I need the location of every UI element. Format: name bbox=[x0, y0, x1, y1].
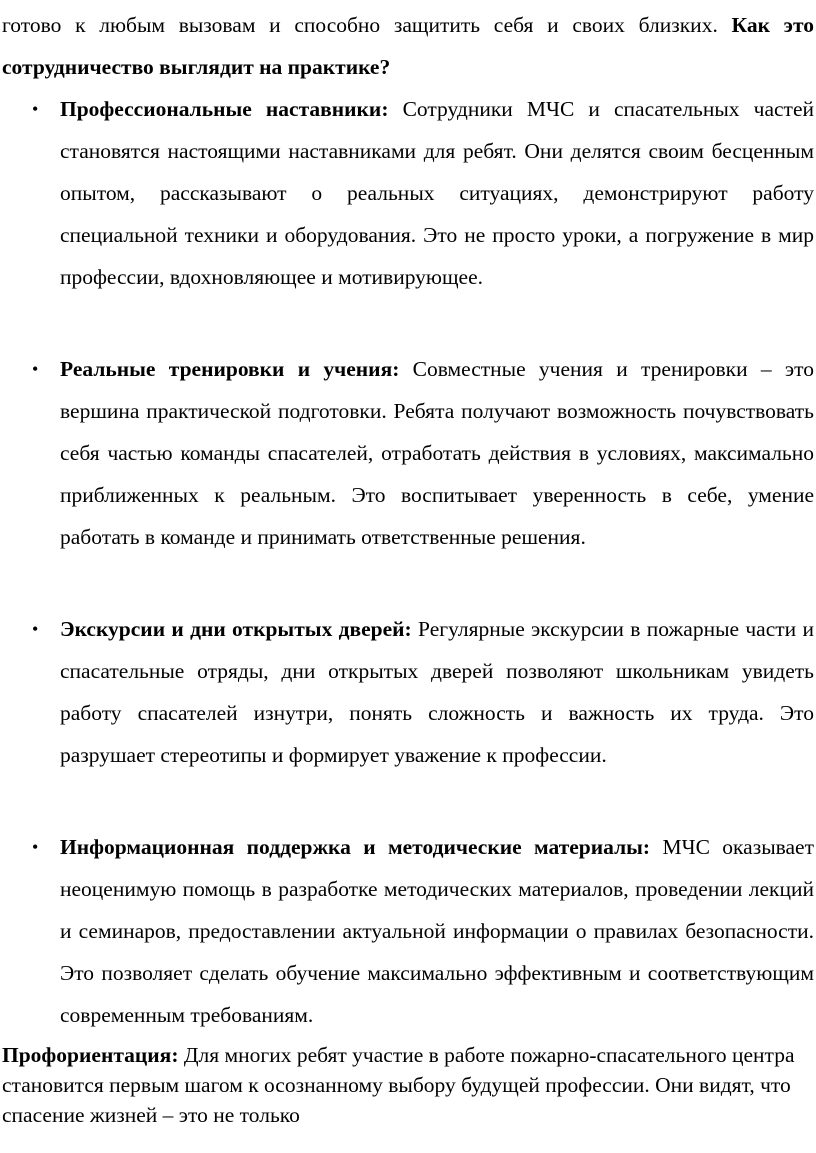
bullet-dot-icon: • bbox=[32, 619, 39, 639]
intro-text: готово к любым вызовам и способно защитить себя и своих близких. bbox=[2, 13, 732, 37]
bullet-title: Реальные тренировки и учения: bbox=[60, 357, 400, 381]
outro-bold-label: Профориентация: bbox=[2, 1043, 179, 1067]
bullet-item-excursions bbox=[32, 608, 814, 776]
bullet-dot-icon: • bbox=[32, 837, 39, 857]
intro-paragraph bbox=[2, 4, 814, 88]
bullet-dot-icon: • bbox=[32, 359, 39, 379]
bullet-item-mentors bbox=[32, 88, 814, 298]
bullet-text: МЧС оказывает неоценимую помощь в разработке методических материалов, проведении лекций и семинаров, предоставлении актуальной информации о правилах безопасности. Это позволяет сделать обучение максимально эффективным и соответствующим современным требованиям. bbox=[60, 835, 814, 1027]
bullet-item-trainings bbox=[32, 348, 814, 558]
outro-text: Для многих ребят участие в работе пожарно-спасательного центра становится первым шагом к осознанному выбору будущей профессии. Они видят, что спасение жизней – это не только bbox=[2, 1043, 795, 1127]
bullet-text: Регулярные экскурсии в пожарные части и спасательные отряды, дни открытых дверей позволяют школьникам увидеть работу спасателей изнутри, понять сложность и важность их труда. Это разрушает стереотипы и формирует уважение к профессии. bbox=[60, 617, 814, 767]
bullet-dot-icon: • bbox=[32, 99, 39, 119]
bullet-title: Профессиональные наставники: bbox=[60, 97, 389, 121]
bullet-text: Совместные учения и тренировки – это вершина практической подготовки. Ребята получают возможность почувствовать себя частью команды спасателей, отработать действия в условиях, максимально приближенных к реальным. Это воспитывает уверенность в себе, умение работать в команде и принимать ответственные решения. bbox=[60, 357, 814, 549]
bullet-text: Сотрудники МЧС и спасательных частей становятся настоящими наставниками для ребят. Они делятся своим бесценным опытом, рассказывают о реальных ситуациях, демонстрируют работу специальной техники и оборудования. Это не просто уроки, а погружение в мир профессии, вдохновляющее и мотивирующее. bbox=[60, 97, 814, 289]
bullet-item-info-support bbox=[32, 826, 814, 1036]
bullet-title: Экскурсии и дни открытых дверей: bbox=[60, 617, 412, 641]
bullet-title: Информационная поддержка и методические материалы: bbox=[60, 835, 651, 859]
intro-bold-question: Как это сотрудничество выглядит на практике? bbox=[2, 13, 814, 79]
outro-paragraph bbox=[2, 1040, 814, 1130]
